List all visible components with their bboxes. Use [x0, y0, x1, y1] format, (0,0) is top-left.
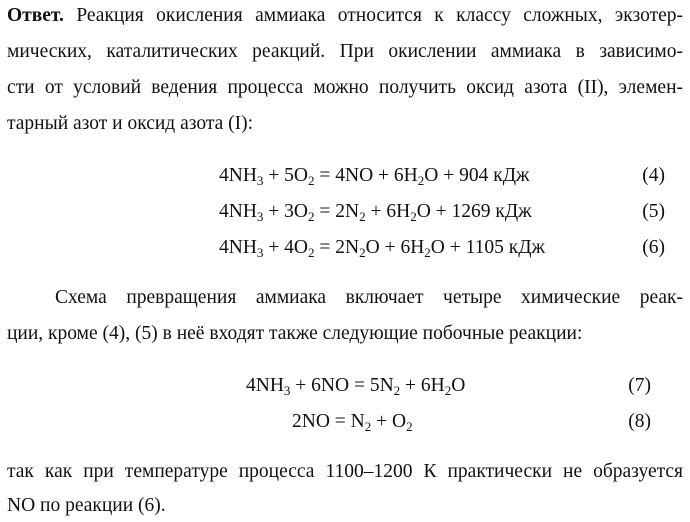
- equation-number-8: (8): [628, 411, 651, 432]
- equation-number-7: (7): [628, 375, 651, 396]
- equation-7: $4NH_3 + 6NO = 5N_2 + 6H_2O$: [246, 375, 466, 398]
- paragraph-1-line-3: сти от условий ведения процесса можно получить оксид азота (II), элемен-: [7, 77, 683, 98]
- equation-4: $4NH_3 + 5O_2 = 4NO + 6H_2O + 904$ кДж: [219, 165, 530, 188]
- paragraph-1-line-1: [7, 4, 683, 28]
- equation-8: $2NO = N_2 + O_2$: [292, 411, 413, 434]
- paragraph-1-line-2: мических, каталитических реакций. При окислении аммиака в зависимо-: [7, 41, 683, 62]
- paragraph-1-line-4: тарный азот и оксид азота (I):: [7, 113, 254, 134]
- paragraph-1-line-1-text: Реакция окисления аммиака относится к классу сложных, экзотер-: [63, 5, 683, 26]
- answer-label: Ответ.: [7, 5, 64, 26]
- equation-number-5: (5): [642, 201, 665, 222]
- paragraph-3-line-2: NO по реакции (6).: [7, 495, 166, 516]
- paragraph-3-line-1: так как при температуре процесса 1100–1200 К практически не образуется: [7, 461, 683, 482]
- equation-number-4: (4): [642, 165, 665, 186]
- equation-number-6: (6): [642, 237, 665, 258]
- equation-6: $4NH_3 + 4O_2 = 2N_2O + 6H_2O + 1105$ кДж: [219, 237, 546, 260]
- paragraph-2-line-1: Схема превращения аммиака включает четыре химические реак-: [55, 287, 683, 308]
- equation-5: $4NH_3 + 3O_2 = 2N_2 + 6H_2O + 1269$ кДж: [219, 201, 532, 224]
- paragraph-2-line-2: ции, кроме (4), (5) в неё входят также следующие побочные реакции:: [7, 323, 583, 344]
